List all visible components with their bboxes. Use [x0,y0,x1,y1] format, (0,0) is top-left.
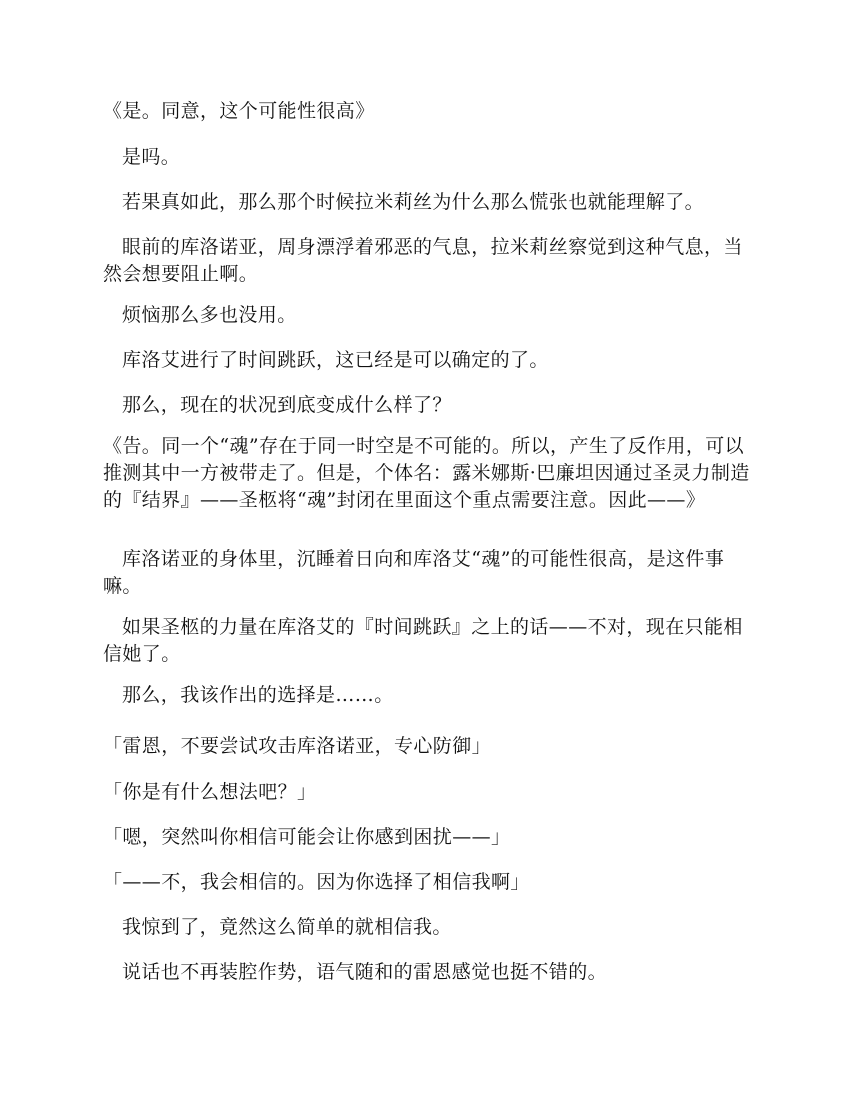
paragraph-2: 是吗。 [122,146,181,168]
paragraph-16: 我惊到了，竟然这么简单的就相信我。 [122,916,452,938]
paragraph-1: 《是。同意，这个可能性很高》 [103,100,375,122]
paragraph-9: 库洛诺亚的身体里，沉睡着日向和库洛艾“魂”的可能性很高，是这件事嘛。 [103,548,725,597]
paragraph-14: 「嗯，突然叫你相信可能会让你感到困扰——」 [103,826,511,848]
paragraph-11: 那么，我该作出的选择是……。 [122,684,394,706]
paragraph-12: 「雷恩，不要尝试攻击库洛诺亚，专心防御」 [103,735,492,757]
paragraph-4: 眼前的库洛诺亚，周身漂浮着邪恶的气息，拉米莉丝察觉到这种气息，当然会想要阻止啊。 [103,236,743,285]
paragraph-17: 说话也不再装腔作势，语气随和的雷恩感觉也挺不错的。 [122,961,608,983]
paragraph-6: 库洛艾进行了时间跳跃，这已经是可以确定的了。 [122,349,549,371]
paragraph-7: 那么，现在的状况到底变成什么样了？ [122,394,452,416]
paragraph-13: 「你是有什么想法吧？」 [103,781,317,803]
paragraph-5: 烦恼那么多也没用。 [122,304,297,326]
paragraph-15: 「——不，我会相信的。因为你选择了相信我啊」 [103,871,530,893]
paragraph-3: 若果真如此，那么那个时候拉米莉丝为什么那么慌张也就能理解了。 [122,191,705,213]
paragraph-8: 《告。同一个“魂”存在于同一时空是不可能的。所以，产生了反作用，可以推测其中一方被带走了。但是，个体名：露米娜斯·巴廉坦因通过圣灵力制造的『结界』——圣柩将“魂”封闭在里面这个重点需要注意。因此——》 [103,435,750,511]
paragraph-10: 如果圣柩的力量在库洛艾的『时间跳跃』之上的话——不对，现在只能相信她了。 [103,616,743,665]
